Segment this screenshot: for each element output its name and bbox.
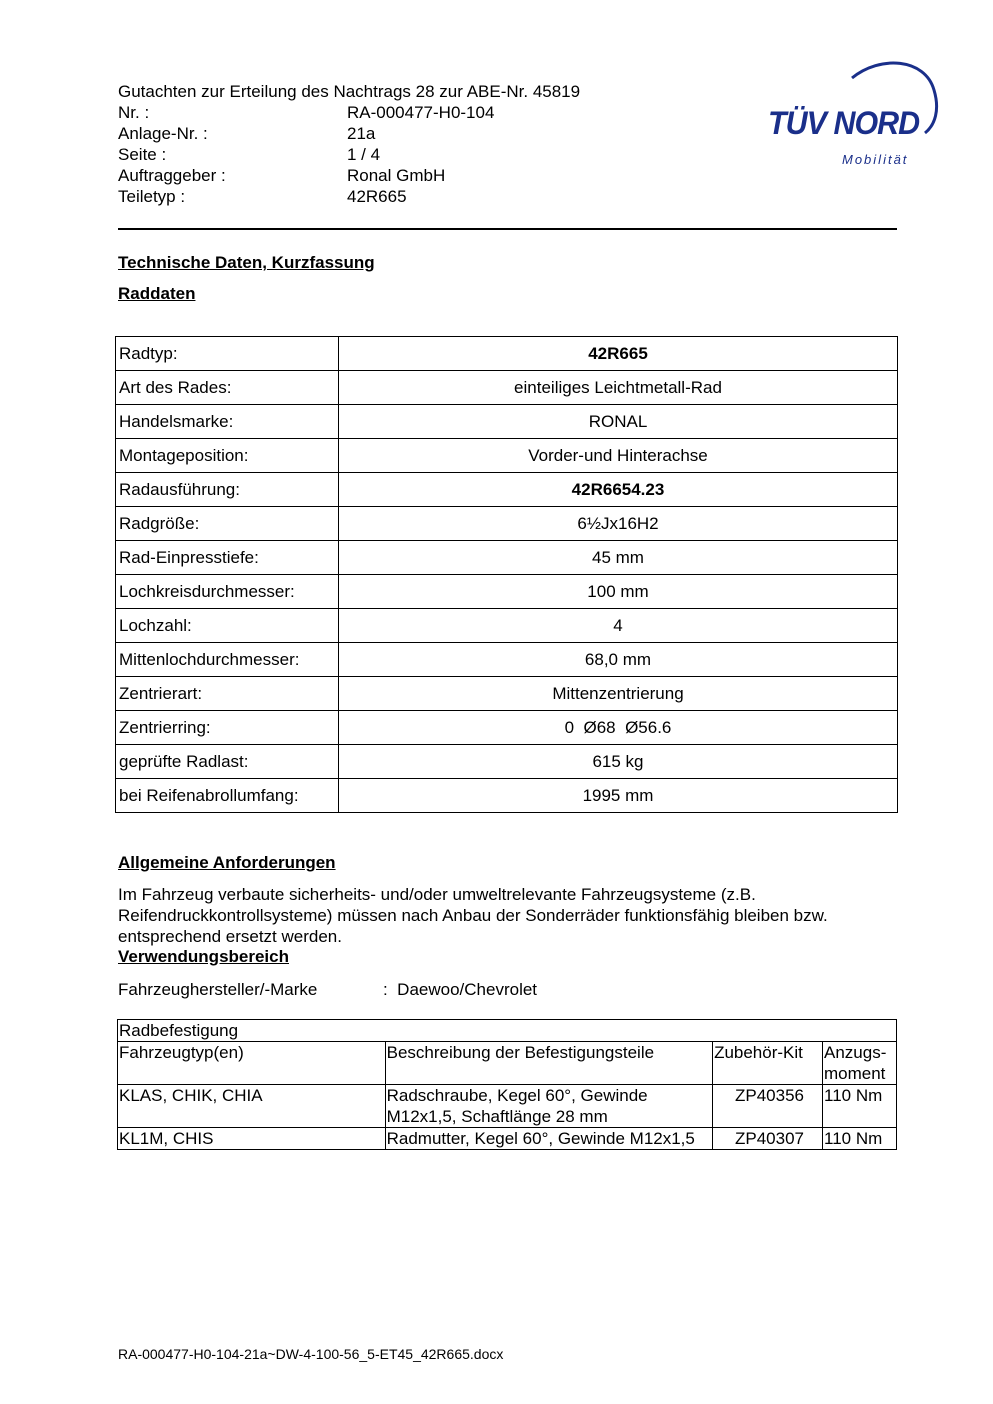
field-label-anlage: Anlage-Nr. : <box>118 124 208 143</box>
row-value: 1995 mm <box>339 779 898 813</box>
row-value: Mittenzentrierung <box>339 677 898 711</box>
cell-description: Radschraube, Kegel 60°, Gewinde M12x1,5, Schaftlänge 28 mm <box>385 1085 712 1128</box>
table-row <box>116 473 898 507</box>
column-header: Beschreibung der Befestigungsteile <box>385 1042 712 1085</box>
field-value-anlage: 21a <box>347 124 376 143</box>
table-row <box>116 711 898 745</box>
column-header: Fahrzeugtyp(en) <box>118 1042 386 1085</box>
row-label: Lochkreisdurchmesser: <box>116 575 339 609</box>
raddaten-table <box>115 336 898 813</box>
footer-filename: RA-000477-H0-104-21a~DW-4-100-56_5-ET45_42R665.docx <box>118 1346 504 1362</box>
row-label: Radgröße: <box>116 507 339 541</box>
cell-kit: ZP40356 <box>713 1085 823 1128</box>
table-row <box>116 643 898 677</box>
table-row <box>116 779 898 813</box>
table-row <box>118 1085 897 1128</box>
requirements-text: Im Fahrzeug verbaute sicherheits- und/oder umweltrelevante Fahrzeugsysteme (z.B. Reifendruckkontrollsysteme) müssen nach Anbau der Sonderräder funktionsfähig bleiben bzw. entsprechend ersetzt werden. <box>118 885 828 946</box>
cell-kit: ZP40307 <box>713 1128 823 1150</box>
field-label-auftraggeber: Auftraggeber : <box>118 166 226 185</box>
row-value: 42R6654.23 <box>339 473 898 507</box>
field-value-nr: RA-000477-H0-104 <box>347 103 495 122</box>
cell-torque: 110 Nm <box>823 1085 897 1128</box>
field-label-seite: Seite : <box>118 145 167 164</box>
section-title-allgemeine-anforderungen: Allgemeine Anforderungen <box>118 853 336 872</box>
row-value: 6½Jx16H2 <box>339 507 898 541</box>
header-divider <box>118 228 897 230</box>
table-row <box>116 371 898 405</box>
row-label: Radtyp: <box>116 337 339 371</box>
table-row <box>116 405 898 439</box>
document-title: Gutachten zur Erteilung des Nachtrags 28 zur ABE-Nr. 45819 <box>118 82 581 101</box>
section-title-raddaten: Raddaten <box>118 284 196 303</box>
table-row <box>116 541 898 575</box>
row-value: 0 Ø68 Ø56.6 <box>339 711 898 745</box>
table-caption-row <box>118 1020 897 1042</box>
row-value: 615 kg <box>339 745 898 779</box>
row-label: Art des Rades: <box>116 371 339 405</box>
row-label: Montageposition: <box>116 439 339 473</box>
row-label: Lochzahl: <box>116 609 339 643</box>
cell-vehicle-types: KL1M, CHIS <box>118 1128 386 1150</box>
table-row <box>116 575 898 609</box>
row-label: Rad-Einpresstiefe: <box>116 541 339 575</box>
row-label: bei Reifenabrollumfang: <box>116 779 339 813</box>
row-value: 4 <box>339 609 898 643</box>
cell-description: Radmutter, Kegel 60°, Gewinde M12x1,5 <box>385 1128 712 1150</box>
cell-torque: 110 Nm <box>823 1128 897 1150</box>
table-caption: Radbefestigung <box>118 1020 897 1042</box>
field-value-teiletyp: 42R665 <box>347 187 407 206</box>
column-header: Zubehör-Kit <box>713 1042 823 1085</box>
row-value: RONAL <box>339 405 898 439</box>
row-value: 68,0 mm <box>339 643 898 677</box>
field-label-nr: Nr. : <box>118 103 150 122</box>
field-value-seite: 1 / 4 <box>347 145 381 164</box>
row-label: Zentrierart: <box>116 677 339 711</box>
table-row <box>116 677 898 711</box>
row-label: Mittenlochdurchmesser: <box>116 643 339 677</box>
row-label: Zentrierring: <box>116 711 339 745</box>
manufacturer-label: Fahrzeughersteller/-Marke <box>118 980 318 999</box>
tuv-nord-logo-arc <box>0 0 993 200</box>
logo-subtitle: Mobilität <box>842 152 909 167</box>
table-header-row <box>118 1042 897 1085</box>
row-value: 42R665 <box>339 337 898 371</box>
table-row <box>116 745 898 779</box>
radbefestigung-table <box>117 1019 897 1150</box>
section-title-verwendungsbereich: Verwendungsbereich <box>118 947 289 966</box>
table-row <box>116 337 898 371</box>
row-value: einteiliges Leichtmetall-Rad <box>339 371 898 405</box>
field-value-auftraggeber: Ronal GmbH <box>347 166 446 185</box>
cell-vehicle-types: KLAS, CHIK, CHIA <box>118 1085 386 1128</box>
table-row <box>116 609 898 643</box>
field-label-teiletyp: Teiletyp : <box>118 187 186 206</box>
manufacturer-value: : Daewoo/Chevrolet <box>383 980 538 999</box>
column-header: Anzugs-moment <box>823 1042 897 1085</box>
row-value: Vorder-und Hinterachse <box>339 439 898 473</box>
row-value: 45 mm <box>339 541 898 575</box>
logo-brand: TÜV NORD <box>768 105 920 141</box>
section-title-technische-daten: Technische Daten, Kurzfassung <box>118 253 375 272</box>
table-row <box>116 507 898 541</box>
row-value: 100 mm <box>339 575 898 609</box>
row-label: Radausführung: <box>116 473 339 507</box>
table-row <box>118 1128 897 1150</box>
row-label: geprüfte Radlast: <box>116 745 339 779</box>
table-row <box>116 439 898 473</box>
row-label: Handelsmarke: <box>116 405 339 439</box>
